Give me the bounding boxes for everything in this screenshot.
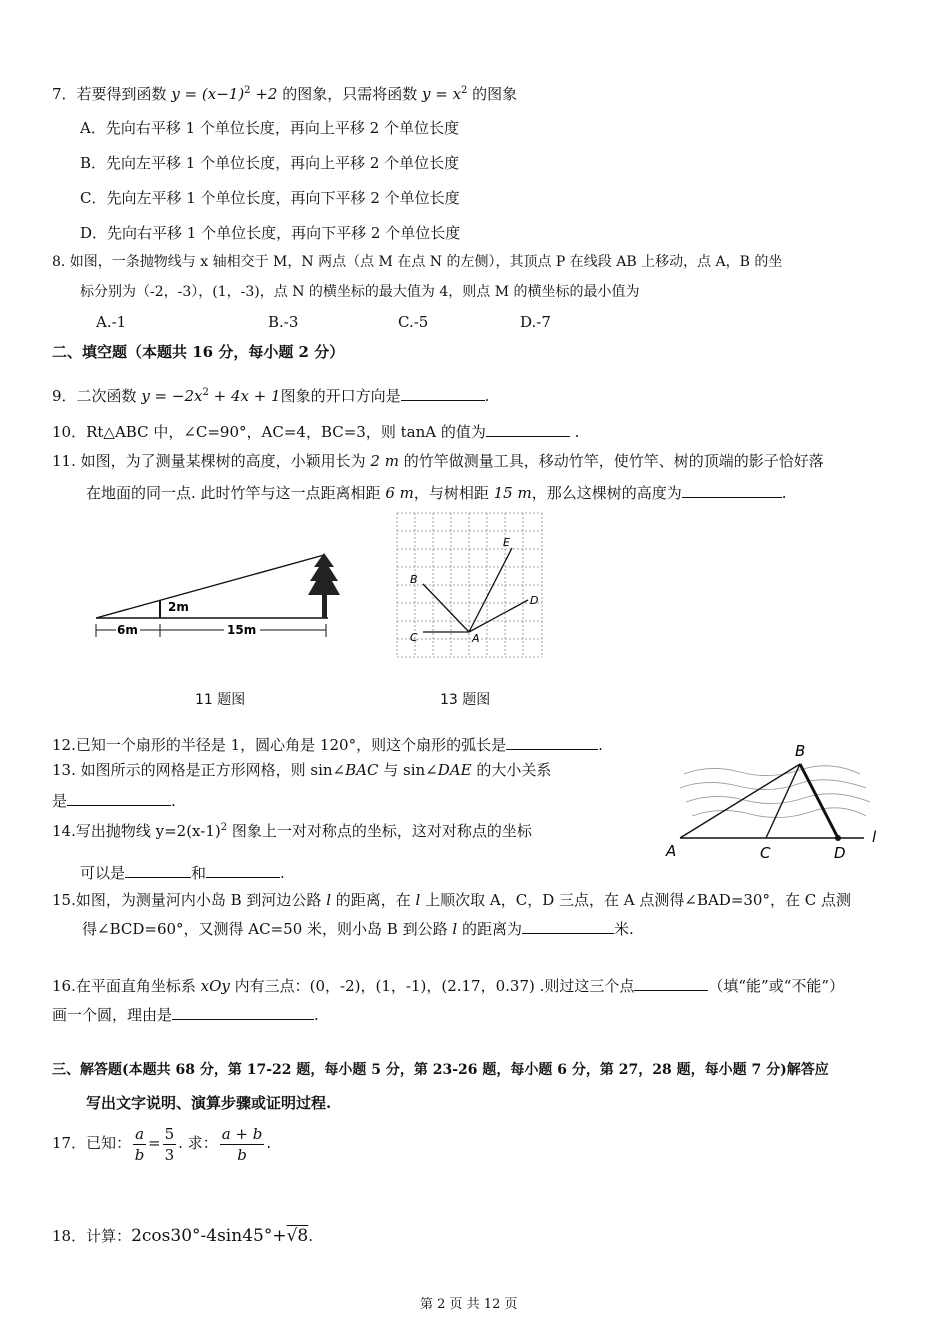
q11-line1 bbox=[52, 451, 824, 471]
q11-end: . bbox=[781, 484, 787, 502]
q7-stem bbox=[52, 84, 517, 104]
q14-answer-blank-2[interactable] bbox=[206, 861, 280, 878]
q17-f2-num: 5 bbox=[164, 1124, 175, 1143]
q12 bbox=[52, 733, 603, 755]
q10-end: . bbox=[574, 423, 580, 441]
fig13-segments bbox=[423, 548, 528, 632]
q11-len2: 6 m bbox=[385, 484, 414, 502]
q15-end: 米. bbox=[613, 920, 634, 938]
q9 bbox=[52, 384, 489, 406]
q7-func2-exp: 2 bbox=[461, 85, 468, 96]
section3-heading-line1: 三、解答题(本题共 68 分，第 17-22 题，每小题 5 分，第 23-26 题，每小题 6 分，第 27，28 题，每小题 7 分)解答应 bbox=[52, 1062, 829, 1078]
q9-post: 图象的开口方向是 bbox=[280, 387, 401, 405]
q7-option-a: A．先向右平移 1 个单位长度，再向上平移 2 个单位长度 bbox=[80, 119, 459, 137]
fig13-grid bbox=[397, 513, 542, 657]
q15-line2 bbox=[82, 917, 634, 939]
q9-expr-b: + 4x + 1 bbox=[208, 387, 281, 405]
q14-line2-a: 可以是 bbox=[80, 864, 126, 882]
q11-line2-c: ，那么这棵树的高度为 bbox=[531, 484, 682, 502]
tree-icon bbox=[308, 553, 340, 618]
fig13-label-e: E bbox=[503, 536, 510, 549]
fig11-label-15m: 15m bbox=[227, 623, 257, 637]
q13-line2-text: 是 bbox=[52, 792, 68, 810]
q10-answer-blank[interactable] bbox=[486, 420, 570, 437]
figure-15 bbox=[660, 740, 886, 866]
q15-line2-b: 的距离为 bbox=[457, 920, 522, 938]
q16-end: . bbox=[314, 1006, 319, 1024]
q14-line1-a: 14.写出抛物线 y=2(x-1) bbox=[52, 822, 221, 840]
page-footer: 第 2 页 共 12 页 bbox=[420, 1297, 518, 1312]
q16-line2 bbox=[52, 1003, 319, 1025]
q13-end: . bbox=[171, 792, 176, 810]
q17-mid: . 求： bbox=[178, 1134, 218, 1152]
q8-option-d: D.-7 bbox=[520, 313, 551, 331]
q16-line1-b: 内有三点：(0，-2)，(1，-1)，(2.17，0.37) .则过这三个点 bbox=[229, 977, 635, 995]
fig15-label-c: C bbox=[760, 844, 771, 862]
q15-l1: l bbox=[326, 891, 331, 909]
q17-f2-den: 3 bbox=[164, 1145, 175, 1164]
figure-11 bbox=[88, 545, 348, 645]
q11-line2-b: ，与树相距 bbox=[413, 484, 494, 502]
q17-fraction-5-3 bbox=[163, 1124, 177, 1165]
q11-len1: 2 m bbox=[370, 452, 399, 470]
q17-f1-num: a bbox=[135, 1124, 145, 1143]
q9-expr-a: y = −2x bbox=[141, 387, 203, 405]
q9-pre: 9．二次函数 bbox=[52, 387, 142, 405]
q16-line1-c: （填“能”或“不能”） bbox=[708, 977, 845, 995]
fig15-label-l: l bbox=[872, 828, 877, 846]
q8-option-b: B.-3 bbox=[268, 313, 299, 331]
q14-line1 bbox=[52, 821, 532, 841]
q17-pre: 17．已知： bbox=[52, 1134, 132, 1152]
q7-func2: y = x bbox=[421, 85, 462, 103]
q7-stem-b: 的图象，只需将函数 bbox=[277, 85, 422, 103]
q7-func1-tail: +2 bbox=[250, 85, 278, 103]
q16-answer-blank-2[interactable] bbox=[172, 1003, 314, 1020]
q14-exp: 2 bbox=[220, 822, 228, 833]
q10 bbox=[52, 420, 579, 442]
q17-end: . bbox=[266, 1134, 272, 1152]
q13-answer-blank[interactable] bbox=[67, 789, 171, 806]
q7-func1: y = (x−1) bbox=[171, 85, 245, 103]
q7-stem-a: 7．若要得到函数 bbox=[52, 85, 172, 103]
fig11-label-6m: 6m bbox=[117, 623, 138, 637]
q15-l2: l bbox=[415, 891, 421, 909]
q12-text: 12.已知一个扇形的半径是 1，圆心角是 120°，则这个扇形的弧长是 bbox=[52, 736, 507, 754]
fig11-label-2m: 2m bbox=[168, 600, 189, 614]
q9-end: . bbox=[484, 387, 490, 405]
q18-pre: 18．计算： bbox=[52, 1227, 132, 1245]
fig15-river-waves bbox=[680, 766, 870, 818]
q13-dae: DAE bbox=[437, 761, 472, 779]
fig11-caption: 11 题图 bbox=[195, 692, 246, 708]
q11-line1-b: 的竹竿做测量工具，移动竹竿，使竹竿、树的顶端的影子恰好落 bbox=[398, 452, 824, 470]
q16-line1 bbox=[52, 974, 844, 996]
fig13-label-b: B bbox=[410, 573, 418, 586]
q18-expr: 2cos30°-4sin45°+ bbox=[131, 1226, 287, 1246]
q18-sqrt: √8 bbox=[286, 1226, 309, 1246]
q16-line2-text: 画一个圆，理由是 bbox=[52, 1006, 173, 1024]
q13-line1 bbox=[52, 760, 551, 780]
q14-line1-b: 图象上一对对称点的坐标，这对对称点的坐标 bbox=[227, 822, 532, 840]
fig13-label-a: A bbox=[472, 632, 480, 645]
q11-line1-a: 11. 如图，为了测量某棵树的高度，小颖用长为 bbox=[52, 452, 371, 470]
fig15-label-d: D bbox=[834, 844, 846, 862]
q14-end: . bbox=[280, 864, 285, 882]
q15-line1-b: 的距离，在 bbox=[331, 891, 416, 909]
q8-line2: 标分别为（-2，-3），(1，-3)，点 N 的横坐标的最大值为 4，则点 M 的横坐标的最小值为 bbox=[80, 284, 640, 300]
q7-func1-exp: 2 bbox=[244, 85, 251, 96]
q17-f3-num: a + b bbox=[221, 1124, 263, 1143]
q14-line2-b: 和 bbox=[191, 864, 207, 882]
q10-text: 10．Rt△ABC 中，∠C=90°，AC=4，BC=3，则 tanA 的值为 bbox=[52, 423, 486, 441]
q18 bbox=[52, 1226, 313, 1246]
q13-line2 bbox=[52, 789, 176, 811]
q18-end: . bbox=[308, 1227, 314, 1245]
fig11-ray bbox=[96, 555, 324, 618]
q17-eq: = bbox=[148, 1134, 161, 1152]
q13-line1-a: 13. 如图所示的网格是正方形网格，则 sin∠ bbox=[52, 761, 346, 779]
q16-xoy: xOy bbox=[200, 977, 230, 995]
q15-l3: l bbox=[452, 920, 458, 938]
q9-answer-blank[interactable] bbox=[401, 384, 485, 401]
q12-end: . bbox=[598, 736, 603, 754]
q9-exp: 2 bbox=[202, 387, 209, 398]
fig13-label-c: C bbox=[410, 631, 418, 644]
q13-line1-b: 与 sin∠ bbox=[378, 761, 438, 779]
q14-answer-blank-1[interactable] bbox=[125, 861, 191, 878]
q11-line2-a: 在地面的同一点. 此时竹竿与这一点距离相距 bbox=[86, 484, 386, 502]
figure-13 bbox=[396, 512, 544, 660]
section2-heading: 二、填空题（本题共 16 分，每小题 2 分） bbox=[52, 343, 345, 361]
q13-bac: BAC bbox=[345, 761, 379, 779]
q17-f3-den: b bbox=[237, 1145, 247, 1164]
q8-option-c: C.-5 bbox=[398, 313, 429, 331]
section3-heading-line2: 写出文字说明、演算步骤或证明过程. bbox=[86, 1094, 332, 1112]
q14-line2 bbox=[80, 861, 285, 883]
fig15-label-b: B bbox=[795, 742, 806, 760]
fig13-caption: 13 题图 bbox=[440, 692, 491, 708]
q7-option-d: D．先向右平移 1 个单位长度，再向下平移 2 个单位长度 bbox=[80, 224, 461, 242]
q17-fraction-a-b bbox=[133, 1124, 146, 1165]
q8-option-a: A.-1 bbox=[96, 313, 127, 331]
q11-answer-blank[interactable] bbox=[682, 481, 782, 498]
q15-line1-a: 15.如图，为测量河内小岛 B 到河边公路 bbox=[52, 891, 327, 909]
q15-answer-blank[interactable] bbox=[522, 917, 614, 934]
q15-line1 bbox=[52, 890, 851, 910]
q15-line1-c: 上顺次取 A，C，D 三点，在 A 点测得∠BAD=30°，在 C 点测 bbox=[420, 891, 851, 909]
q7-stem-c: 的图象 bbox=[467, 85, 518, 103]
fig15-segment-ab bbox=[680, 764, 800, 838]
q8-line1: 8. 如图，一条抛物线与 x 轴相交于 M，N 两点（点 M 在点 N 的左侧），其顶点 P 在线段 AB 上移动，点 A，B 的坐 bbox=[52, 254, 783, 270]
q17 bbox=[52, 1117, 271, 1169]
q7-option-c: C．先向左平移 1 个单位长度，再向下平移 2 个单位长度 bbox=[80, 189, 460, 207]
q13-line1-c: 的大小关系 bbox=[471, 761, 552, 779]
q16-answer-blank-1[interactable] bbox=[634, 974, 708, 991]
fig15-label-a: A bbox=[666, 842, 677, 860]
fig13-label-d: D bbox=[530, 594, 539, 607]
q7-option-b: B．先向左平移 1 个单位长度，再向上平移 2 个单位长度 bbox=[80, 154, 460, 172]
q17-f1-den: b bbox=[134, 1145, 145, 1164]
q16-line1-a: 16.在平面直角坐标系 bbox=[52, 977, 201, 995]
q11-line2 bbox=[86, 481, 787, 503]
q12-answer-blank[interactable] bbox=[506, 733, 598, 750]
q15-line2-a: 得∠BCD=60°，又测得 AC=50 米，则小岛 B 到公路 bbox=[82, 920, 453, 938]
fig15-segment-bd bbox=[800, 764, 838, 838]
fig15-point-d bbox=[835, 835, 841, 841]
q17-fraction-target bbox=[220, 1124, 265, 1165]
q11-len3: 15 m bbox=[493, 484, 532, 502]
